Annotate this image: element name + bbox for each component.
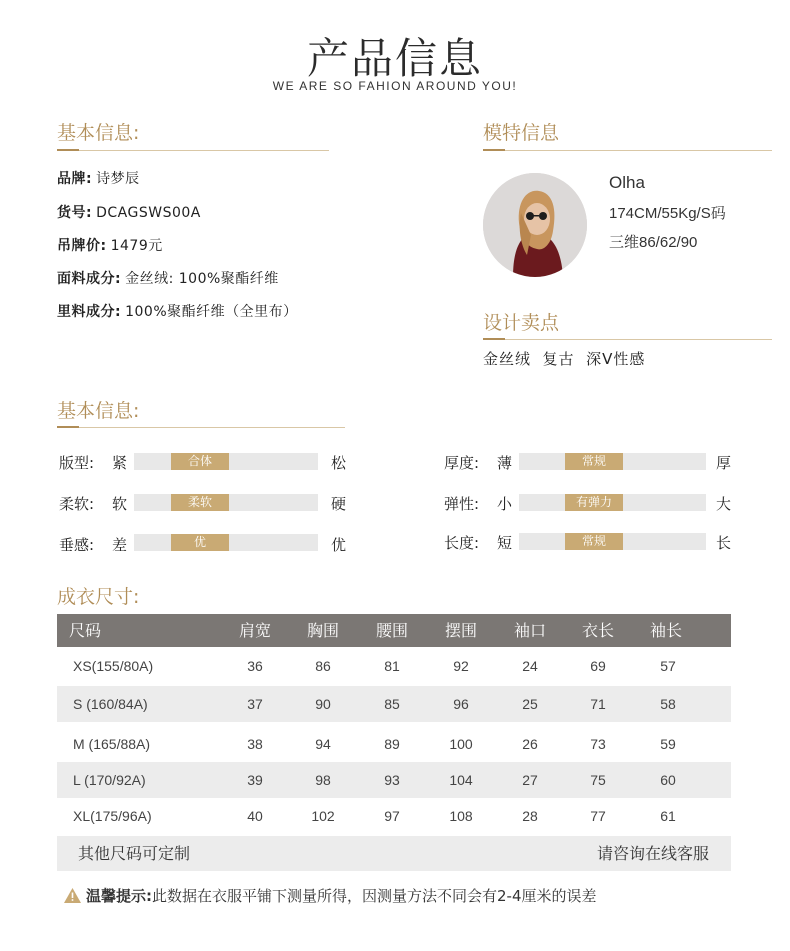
attr-fit-low: 紧 — [112, 454, 128, 472]
table-cell: 61 — [660, 808, 676, 824]
design-divider — [483, 339, 772, 340]
table-cell: 93 — [384, 772, 400, 788]
design-heading: 设计卖点 — [483, 312, 560, 334]
table-cell: 86 — [315, 658, 331, 674]
table-cell: 108 — [449, 808, 473, 824]
table-cell: 90 — [315, 696, 331, 712]
brand-row — [57, 168, 140, 188]
col-waist: 腰围 — [375, 621, 408, 640]
attr-elastic-marker: 有弹力 — [565, 494, 623, 511]
lining-value: 100%聚酯纤维（全里布） — [125, 304, 298, 320]
table-row — [57, 798, 731, 834]
table-cell: 97 — [384, 808, 400, 824]
attr-fit-high: 松 — [331, 454, 347, 472]
table-cell: 98 — [315, 772, 331, 788]
table-cell: 37 — [247, 696, 263, 712]
table-cell: 73 — [590, 736, 606, 752]
table-cell: 69 — [590, 658, 606, 674]
size-table-footer — [57, 836, 731, 871]
attributes-divider — [57, 427, 345, 428]
table-cell: 40 — [247, 808, 263, 824]
fabric-row — [57, 268, 279, 288]
fabric-key: 面料成分: — [57, 271, 122, 287]
table-cell: 100 — [449, 736, 473, 752]
brand-key: 品牌: — [57, 171, 93, 187]
attr-length-high: 长 — [716, 534, 732, 552]
page-subtitle: WE ARE SO FAHION AROUND YOU! — [272, 79, 518, 93]
basic-info-accent — [57, 149, 79, 151]
tip-label: 温馨提示: — [86, 887, 152, 905]
attributes-heading: 基本信息: — [57, 400, 140, 422]
table-cell: 26 — [522, 736, 538, 752]
attr-thickness-bar — [519, 453, 706, 470]
attr-drape-low: 差 — [112, 536, 128, 554]
fabric-value: 金丝绒: 100%聚酯纤维 — [125, 271, 279, 287]
table-cell: 28 — [522, 808, 538, 824]
table-cell: 71 — [590, 696, 606, 712]
model-photo-icon — [483, 173, 587, 277]
attr-drape-marker: 优 — [171, 534, 229, 551]
attr-soft-low: 软 — [112, 495, 128, 513]
table-row — [57, 762, 731, 798]
table-cell: 85 — [384, 696, 400, 712]
table-cell: 57 — [660, 658, 676, 674]
table-cell: S (160/84A) — [73, 696, 148, 712]
sku-value: DCAGSWS00A — [96, 205, 201, 221]
design-points: 金丝绒 复古 深V性感 — [483, 350, 646, 368]
attr-drape-bar — [134, 534, 318, 551]
attr-length-bar — [519, 533, 706, 550]
table-cell: 89 — [384, 736, 400, 752]
attr-thickness-label: 厚度: — [444, 454, 480, 472]
table-cell: 25 — [522, 696, 538, 712]
col-shoulder: 肩宽 — [238, 621, 271, 640]
price-key: 吊牌价: — [57, 238, 107, 254]
sku-key: 货号: — [57, 205, 93, 221]
attr-soft-high: 硬 — [331, 495, 347, 513]
col-hem: 摆围 — [444, 621, 477, 640]
table-cell: 94 — [315, 736, 331, 752]
model-avatar — [483, 173, 587, 277]
table-cell: 39 — [247, 772, 263, 788]
tip-text: 此数据在衣服平铺下测量所得，因测量方法不同会有2-4厘米的误差 — [152, 887, 597, 905]
table-cell: L (170/92A) — [73, 772, 146, 788]
table-cell: XL(175/96A) — [73, 808, 152, 824]
col-sleeve: 袖长 — [649, 621, 682, 640]
table-cell: XS(155/80A) — [73, 658, 154, 674]
col-chest: 胸围 — [306, 621, 339, 640]
table-cell: 60 — [660, 772, 676, 788]
table-cell: 59 — [660, 736, 676, 752]
size-table-heading: 成衣尺寸: — [57, 586, 140, 608]
table-cell: 58 — [660, 696, 676, 712]
table-cell: 102 — [311, 808, 335, 824]
attr-fit-bar — [134, 453, 318, 470]
attr-fit-marker: 合体 — [171, 453, 229, 470]
price-row — [57, 235, 163, 255]
attr-thickness-marker: 常规 — [565, 453, 623, 470]
col-length: 衣长 — [581, 621, 614, 640]
attr-elastic-low: 小 — [497, 495, 513, 513]
table-cell: 92 — [453, 658, 469, 674]
sku-row — [57, 202, 201, 222]
design-accent — [483, 338, 505, 340]
table-cell: 27 — [522, 772, 538, 788]
attr-drape-label: 垂感: — [59, 536, 95, 554]
attr-length-label: 长度: — [444, 534, 480, 552]
attributes-accent — [57, 426, 79, 428]
model-info-heading: 模特信息 — [483, 122, 560, 144]
table-cell: 104 — [449, 772, 473, 788]
model-size: 174CM/55Kg/S码 — [609, 205, 726, 222]
model-info-accent — [483, 149, 505, 151]
attr-soft-bar — [134, 494, 318, 511]
size-table-header — [57, 614, 731, 647]
model-info-divider — [483, 150, 772, 151]
price-value: 1479元 — [110, 238, 163, 254]
col-cuff: 袖口 — [513, 621, 546, 640]
table-row — [57, 648, 731, 684]
measurement-tip — [64, 885, 597, 907]
model-name: Olha — [609, 173, 645, 192]
lining-row — [57, 301, 298, 321]
table-cell: 81 — [384, 658, 400, 674]
brand-value: 诗梦辰 — [96, 171, 140, 187]
basic-info-heading: 基本信息: — [57, 122, 140, 144]
attr-thickness-low: 薄 — [497, 454, 513, 472]
page-title: 产品信息 — [306, 34, 483, 83]
warning-icon — [64, 888, 81, 907]
attr-elastic-bar — [519, 494, 706, 511]
attr-length-low: 短 — [497, 534, 513, 552]
contact-service-note: 请咨询在线客服 — [596, 844, 709, 863]
table-cell: 77 — [590, 808, 606, 824]
table-cell: M (165/88A) — [73, 736, 151, 752]
table-cell: 96 — [453, 696, 469, 712]
basic-info-divider — [57, 150, 329, 151]
attr-elastic-high: 大 — [716, 495, 732, 513]
table-row — [57, 686, 731, 722]
custom-size-note: 其他尺码可定制 — [78, 844, 191, 863]
attr-drape-high: 优 — [331, 536, 347, 554]
table-cell: 75 — [590, 772, 606, 788]
model-measurements: 三维86/62/90 — [609, 234, 698, 251]
table-cell: 36 — [247, 658, 263, 674]
table-cell: 24 — [522, 658, 538, 674]
table-row — [57, 726, 731, 762]
attr-length-marker: 常规 — [565, 533, 623, 550]
lining-key: 里料成分: — [57, 304, 122, 320]
attr-soft-marker: 柔软 — [171, 494, 229, 511]
col-size: 尺码 — [69, 621, 102, 640]
attr-thickness-high: 厚 — [716, 454, 732, 472]
attr-soft-label: 柔软: — [59, 495, 95, 513]
attr-fit-label: 版型: — [59, 454, 95, 472]
table-cell: 38 — [247, 736, 263, 752]
attr-elastic-label: 弹性: — [444, 495, 480, 513]
